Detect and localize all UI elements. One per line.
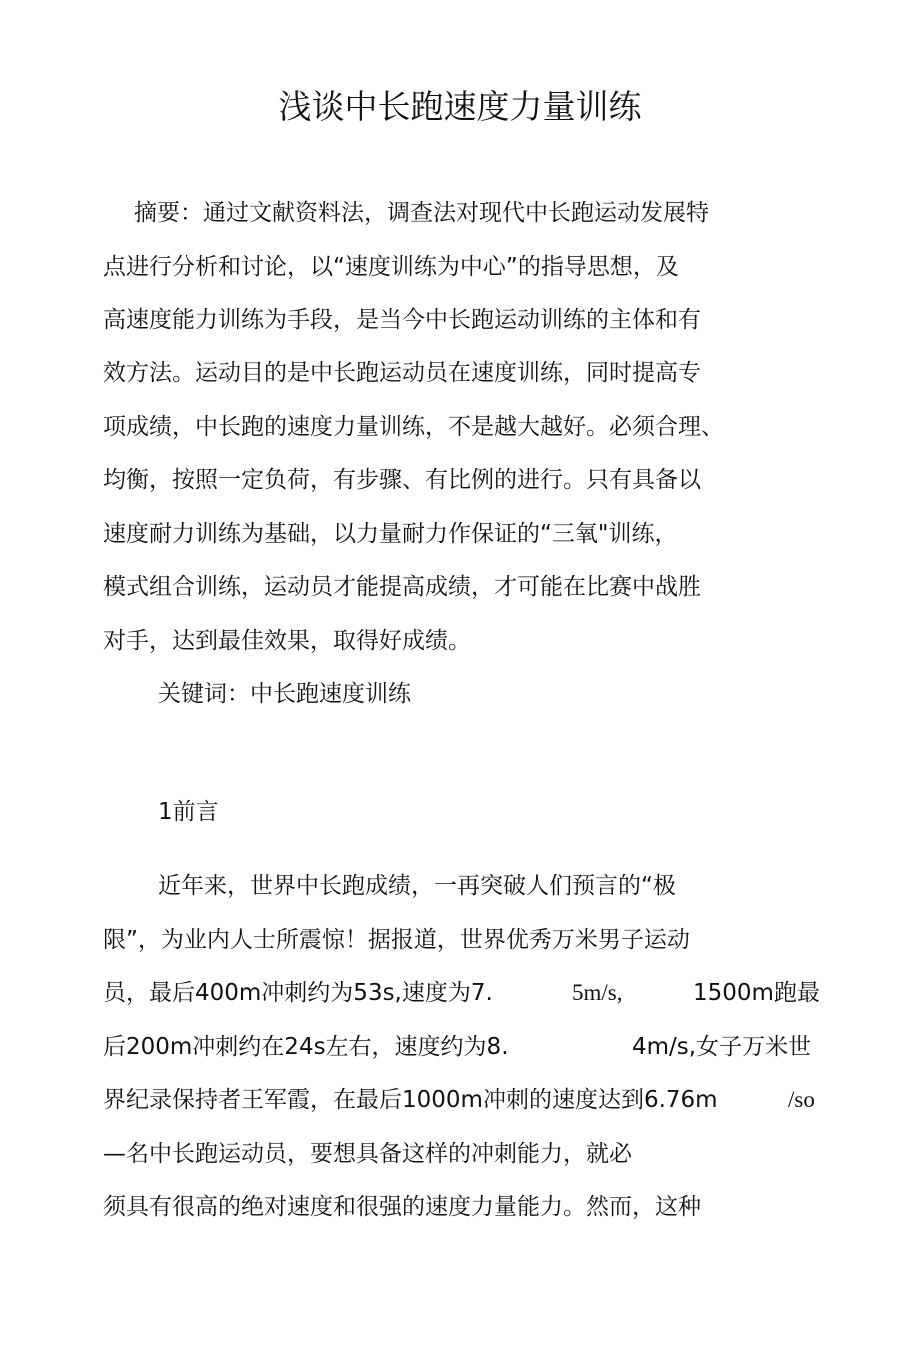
body-line: 限”，为业内人士所震惊！据报道，世界优秀万米男子运动: [103, 927, 690, 953]
body-line-fragment: 1500m跑最: [693, 980, 820, 1006]
document-title: 浅谈中长跑速度力量训练: [278, 87, 642, 126]
keywords: 关键词：中长跑速度训练: [158, 681, 411, 707]
abstract-line: 模式组合训练，运动员才能提高成绩，才可能在比赛中战胜: [103, 574, 701, 600]
body-line: 界纪录保持者王军霞，在最后1000m冲刺的速度达到6.76m: [103, 1087, 718, 1113]
abstract-line: 效方法。运动目的是中长跑运动员在速度训练，同时提高专: [103, 360, 701, 386]
abstract-line: 高速度能力训练为手段，是当今中长跑运动训练的主体和有: [103, 307, 701, 333]
abstract-line: 项成绩，中长跑的速度力量训练，不是越大越好。必须合理、: [103, 414, 724, 440]
body-line: 后200m冲刺约在24s左右，速度约为8.: [103, 1034, 509, 1060]
body-line-fragment: 5m/s,: [572, 980, 623, 1005]
abstract-line: 点进行分析和讨论，以“速度训练为中心”的指导思想，及: [103, 254, 679, 280]
body-line: 员，最后400m冲刺约为53s,速度为7.: [103, 980, 493, 1006]
abstract-line: 对手，达到最佳效果，取得好成绩。: [103, 628, 471, 654]
abstract-line: 均衡，按照一定负荷，有步骤、有比例的进行。只有具备以: [103, 467, 701, 493]
body-line: 近年来，世界中长跑成绩，一再突破人们预言的“极: [158, 873, 676, 899]
abstract-line: 摘要：通过文献资料法，调查法对现代中长跑运动发展特: [134, 200, 709, 226]
section-heading: 1前言: [158, 799, 219, 825]
body-line-fragment: 4m/s,女子万米世: [632, 1034, 812, 1060]
body-line: 须具有很高的绝对速度和很强的速度力量能力。然而，这种: [103, 1194, 701, 1220]
body-line-fragment: /so: [788, 1087, 815, 1112]
abstract-line: 速度耐力训练为基础，以力量耐力作保证的“三氧"训练，: [103, 521, 678, 547]
body-line: —名中长跑运动员，要想具备这样的冲刺能力，就必: [103, 1141, 632, 1167]
